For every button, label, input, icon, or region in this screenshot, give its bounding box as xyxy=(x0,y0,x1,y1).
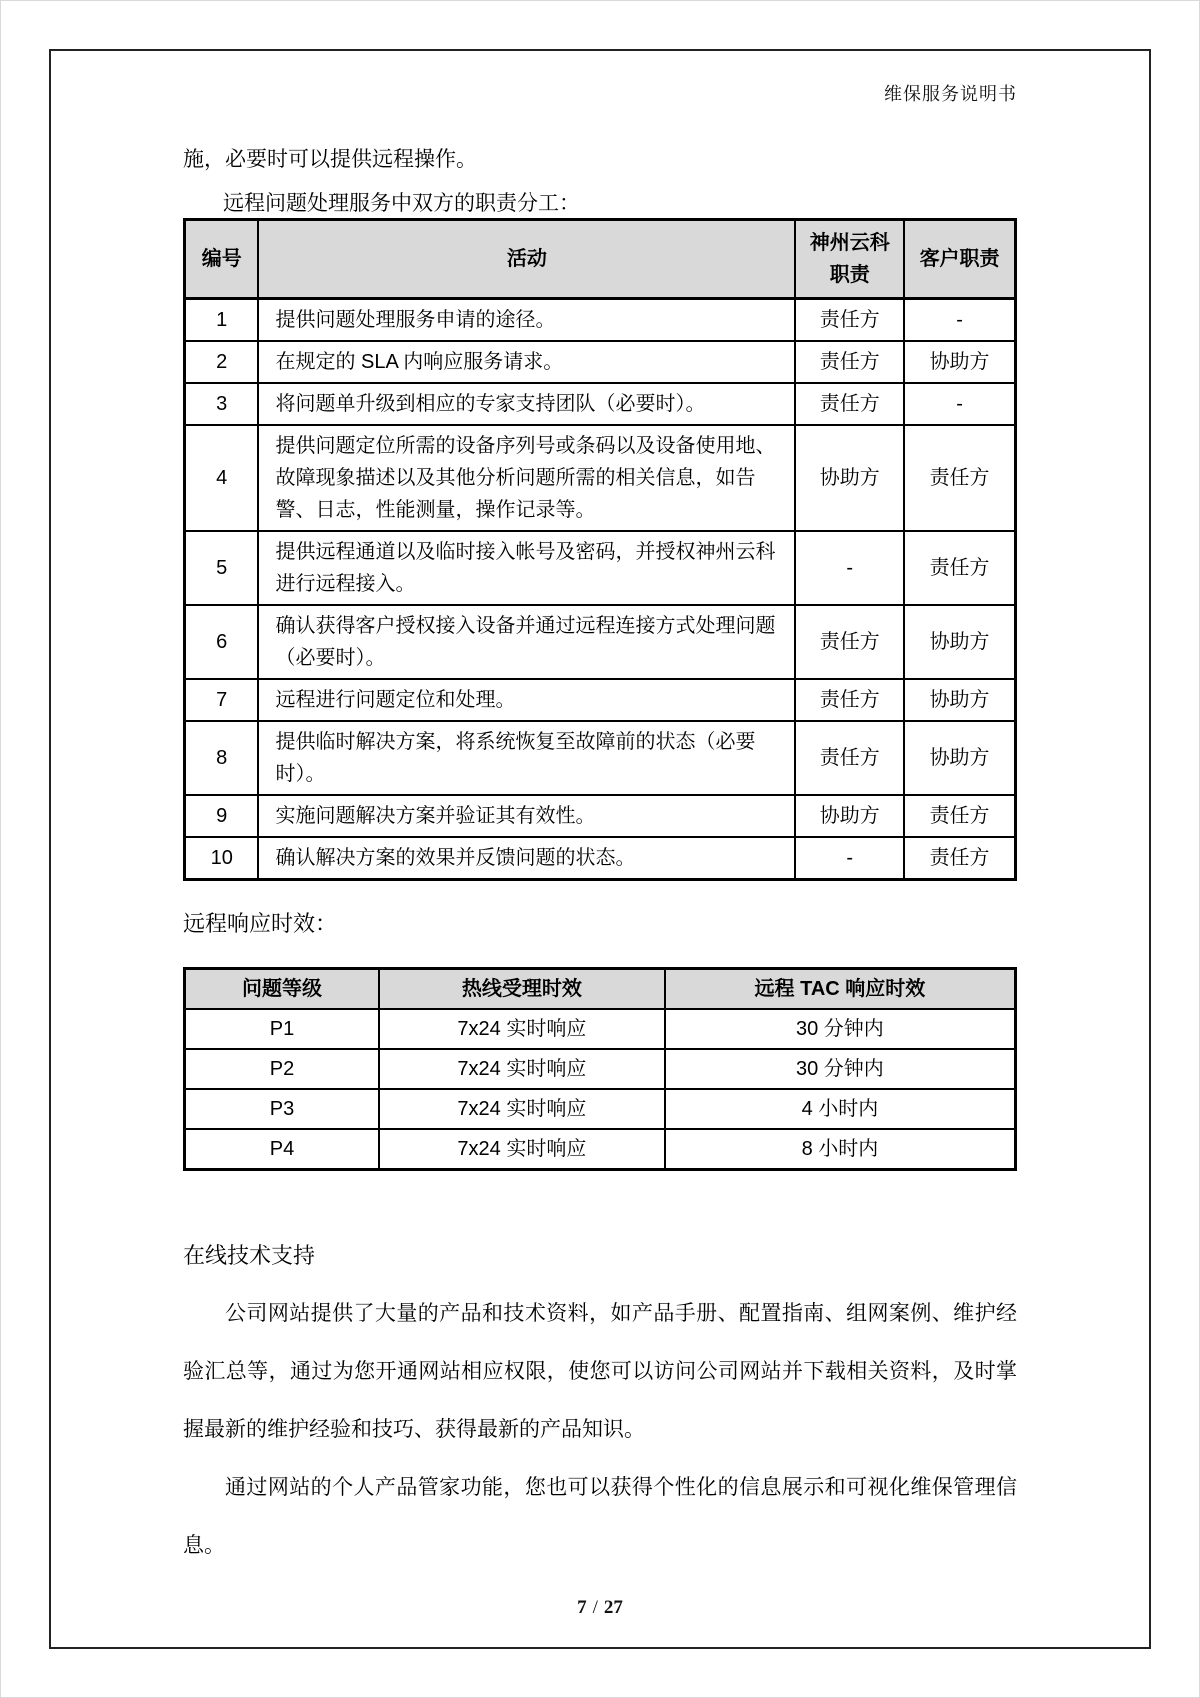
table-row xyxy=(185,383,1016,425)
col-header-no: 编号 xyxy=(185,220,259,299)
col-header-vendor xyxy=(795,220,904,299)
page-number-separator: / xyxy=(592,1597,598,1618)
table-row xyxy=(185,1089,1016,1129)
table-row xyxy=(185,605,1016,679)
section-heading-online-support: 在线技术支持 xyxy=(183,1243,316,1268)
cell-vendor: 责任方 xyxy=(795,679,904,721)
col-header-remote-tac: 远程 TAC 响应时效 xyxy=(665,969,1016,1010)
online-support-paragraph-1: 公司网站提供了大量的产品和技术资料，如产品手册、配置指南、组网案例、维护经验汇总等，通过为您开通网站相应权限，使您可以访问公司网站并下载相关资料，及时掌握最新的维护经验和技巧、获得最新的产品知识。 xyxy=(183,1302,1017,1441)
table-row xyxy=(185,1129,1016,1170)
sla-response-table xyxy=(183,967,1017,1171)
cell-vendor: - xyxy=(795,531,904,605)
cell-customer: 协助方 xyxy=(904,679,1015,721)
table-row xyxy=(185,1009,1016,1049)
col-header-problem-level: 问题等级 xyxy=(185,969,379,1010)
cell-tac: 30 分钟内 xyxy=(665,1049,1016,1089)
cell-customer: 协助方 xyxy=(904,605,1015,679)
cell-hotline: 7x24 实时响应 xyxy=(379,1009,665,1049)
col-header-vendor-line2: 职责 xyxy=(829,264,870,286)
cell-no: 7 xyxy=(185,679,259,721)
cell-activity: 提供问题处理服务申请的途径。 xyxy=(258,299,795,342)
cell-activity: 远程进行问题定位和处理。 xyxy=(258,679,795,721)
page-content xyxy=(183,0,1017,1619)
cell-level: P4 xyxy=(185,1129,379,1170)
cell-customer: 协助方 xyxy=(904,721,1015,795)
cell-hotline: 7x24 实时响应 xyxy=(379,1089,665,1129)
cell-activity: 将问题单升级到相应的专家支持团队（必要时）。 xyxy=(258,383,795,425)
cell-vendor: - xyxy=(795,837,904,880)
table-row xyxy=(185,837,1016,880)
cell-activity: 提供问题定位所需的设备序列号或条码以及设备使用地、故障现象描述以及其他分析问题所需的相关信息，如告警、日志，性能测量，操作记录等。 xyxy=(258,425,795,531)
cell-vendor: 责任方 xyxy=(795,605,904,679)
col-header-activity: 活动 xyxy=(258,220,795,299)
cell-no: 8 xyxy=(185,721,259,795)
cell-level: P1 xyxy=(185,1009,379,1049)
cell-customer: 责任方 xyxy=(904,837,1015,880)
responsibility-table-header-row xyxy=(185,220,1016,299)
cell-activity: 确认解决方案的效果并反馈问题的状态。 xyxy=(258,837,795,880)
cell-no: 9 xyxy=(185,795,259,837)
sla-table-header-row xyxy=(185,969,1016,1010)
intro-paragraph: 施，必要时可以提供远程操作。 xyxy=(183,148,477,171)
table-row xyxy=(185,531,1016,605)
col-header-customer: 客户职责 xyxy=(904,220,1015,299)
cell-hotline: 7x24 实时响应 xyxy=(379,1129,665,1170)
page-number-current: 7 xyxy=(577,1597,587,1618)
cell-vendor: 责任方 xyxy=(795,299,904,342)
col-header-hotline: 热线受理时效 xyxy=(379,969,665,1010)
cell-tac: 8 小时内 xyxy=(665,1129,1016,1170)
cell-vendor: 协助方 xyxy=(795,425,904,531)
cell-vendor: 责任方 xyxy=(795,721,904,795)
cell-activity: 提供远程通道以及临时接入帐号及密码，并授权神州云科进行远程接入。 xyxy=(258,531,795,605)
cell-customer: 责任方 xyxy=(904,425,1015,531)
cell-vendor: 责任方 xyxy=(795,383,904,425)
page-number xyxy=(183,1597,1017,1619)
cell-tac: 30 分钟内 xyxy=(665,1009,1016,1049)
responsibility-table xyxy=(183,218,1017,881)
cell-vendor: 责任方 xyxy=(795,341,904,383)
cell-customer: - xyxy=(904,299,1015,342)
table-row xyxy=(185,721,1016,795)
cell-vendor: 协助方 xyxy=(795,795,904,837)
cell-customer: 责任方 xyxy=(904,795,1015,837)
cell-no: 1 xyxy=(185,299,259,342)
table-row xyxy=(185,341,1016,383)
responsibility-table-caption: 远程问题处理服务中双方的职责分工： xyxy=(223,192,580,215)
cell-no: 6 xyxy=(185,605,259,679)
table-row xyxy=(185,1049,1016,1089)
cell-activity: 实施问题解决方案并验证其有效性。 xyxy=(258,795,795,837)
cell-no: 3 xyxy=(185,383,259,425)
cell-hotline: 7x24 实时响应 xyxy=(379,1049,665,1089)
doc-header-title: 维保服务说明书 xyxy=(884,84,1017,104)
col-header-vendor-line1: 神州云科 xyxy=(809,232,890,254)
table-row xyxy=(185,795,1016,837)
cell-level: P2 xyxy=(185,1049,379,1089)
table-row xyxy=(185,679,1016,721)
cell-activity: 提供临时解决方案，将系统恢复至故障前的状态（必要时）。 xyxy=(258,721,795,795)
cell-activity: 在规定的 SLA 内响应服务请求。 xyxy=(258,341,795,383)
cell-activity: 确认获得客户授权接入设备并通过远程连接方式处理问题（必要时）。 xyxy=(258,605,795,679)
cell-customer: 协助方 xyxy=(904,341,1015,383)
cell-customer: 责任方 xyxy=(904,531,1015,605)
cell-no: 2 xyxy=(185,341,259,383)
cell-no: 10 xyxy=(185,837,259,880)
table-row xyxy=(185,299,1016,342)
section-heading-sla: 远程响应时效： xyxy=(183,911,338,936)
online-support-paragraph-2: 通过网站的个人产品管家功能，您也可以获得个性化的信息展示和可视化维保管理信息。 xyxy=(183,1476,1017,1557)
cell-no: 5 xyxy=(185,531,259,605)
cell-no: 4 xyxy=(185,425,259,531)
cell-level: P3 xyxy=(185,1089,379,1129)
cell-tac: 4 小时内 xyxy=(665,1089,1016,1129)
page-number-total: 27 xyxy=(603,1597,623,1618)
cell-customer: - xyxy=(904,383,1015,425)
table-row xyxy=(185,425,1016,531)
